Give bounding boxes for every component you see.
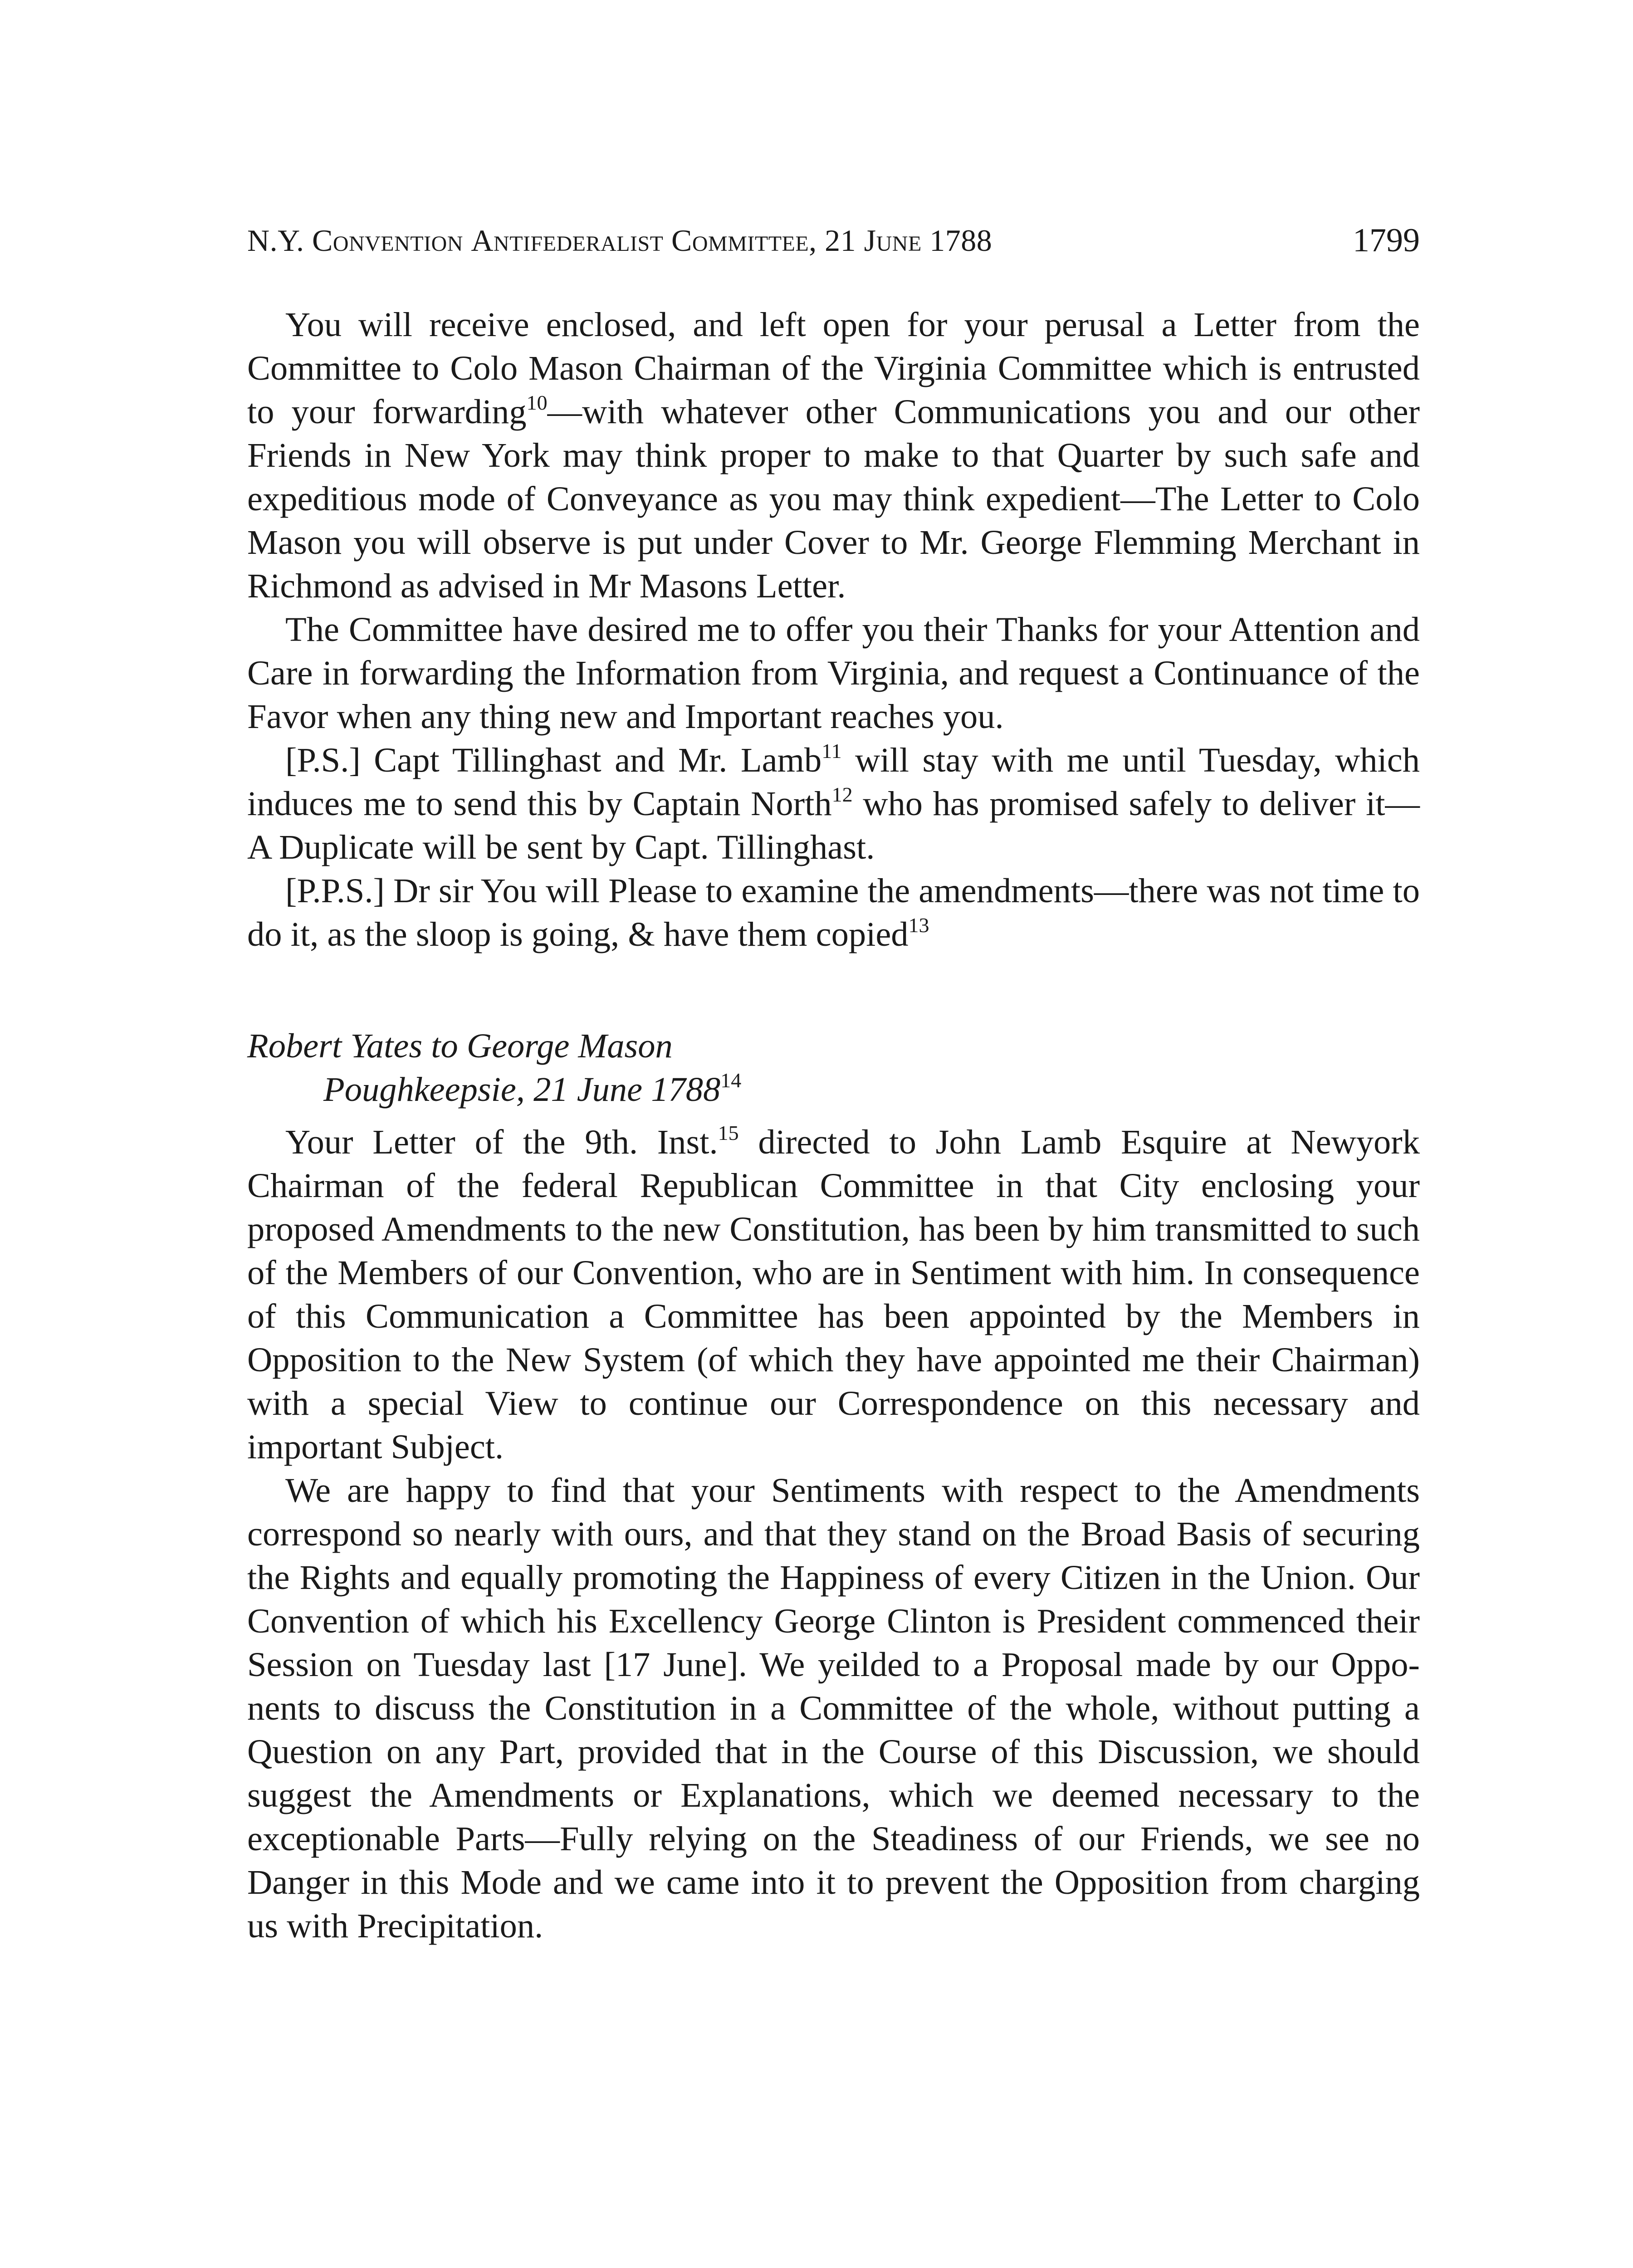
letter-heading [247, 1024, 1420, 1111]
letter-section-1 [247, 303, 1420, 956]
running-head-segment: C [671, 223, 692, 258]
document-page [247, 0, 1420, 2268]
running-head-segment: , 21 J [809, 223, 876, 258]
running-head-segment: N.Y. C [247, 223, 333, 258]
footnote-ref: 11 [821, 739, 842, 763]
paragraph [247, 738, 1420, 869]
running-head-segment: une [876, 223, 922, 258]
page-number: 1799 [1353, 222, 1420, 259]
letter-section-2 [247, 1120, 1420, 1948]
paragraph-text: Your Letter of the 9th. Inst. [285, 1123, 718, 1161]
paragraph-text: will stay with me until Tuesday, which induces me to send this by Captain North [247, 741, 1420, 823]
footnote-ref: 13 [908, 914, 929, 937]
body-text [247, 303, 1420, 1948]
paragraph-text: We are happy to find that your Sentiments with respect to the Amendments correspond so nearly with ours, and that they stand on the Broad Basis of securing the Rights and equally promoting the Happiness of every Citizen in the Union. Our Convention of which his Excellency George Clinton is President commenced their Session on Tuesday last [17 June]. We yeilded to a Proposal made by our Opponents to discuss the Constitution in a Committee of the whole, without putting a Question on any Part, provided that in the Course of this Discussion, we should suggest the Amendments or Explanations, which we deemed necessary to the exceptionable Parts—Fully relying on the Steadiness of our Friends, we see no Danger in this Mode and we came into it to prevent the Opposition from charging us with Precipitation. [247, 1471, 1420, 1945]
running-head-segment: ommittee [692, 223, 809, 258]
paragraph-text: directed to John Lamb Esquire at Newyork Chairman of the federal Republican Committee in that City enclosing your proposed Amendments to the new Constitution, has been by him transmitted to such of the Members of our Convention, who are in Sentiment with him. In consequence of this Communication a Committee has been appointed by the Members in Opposition to the New System (of which they have appointed me their Chairman) with a special View to continue our Correspondence on this necessary and important Subject. [247, 1123, 1420, 1466]
paragraph-text: [P.P.S.] Dr sir You will Please to examine the amendments—there was not time to do it, as the sloop is going, & have them copied [247, 871, 1420, 953]
paragraph-text: [P.S.] Capt Tillinghast and Mr. Lamb [285, 741, 822, 779]
footnote-ref: 10 [526, 391, 548, 414]
paragraph-text: You will receive enclosed, and left open for your perusal a Letter from the Committee to Colo Mason Chairman of the Virginia Committee which is entrusted to your forwarding [247, 305, 1420, 431]
paragraph-text: The Committee have desired me to offer you their Thanks for your Attention and Care in forwarding the Information from Virginia, and request a Continuance of the Favor when any thing new and Important reaches you. [247, 610, 1420, 736]
paragraph-text: who has promised safely to deliver it—A Duplicate will be sent by Capt. Tillinghast. [247, 784, 1420, 866]
paragraph [247, 1120, 1420, 1469]
paragraph [247, 303, 1420, 608]
footnote-ref: 12 [831, 783, 853, 806]
running-head-title [247, 220, 992, 261]
footnote-ref: 14 [720, 1069, 742, 1092]
letter-heading-place-date [247, 1068, 1420, 1111]
running-head-segment: 1788 [921, 223, 993, 258]
footnote-ref: 15 [718, 1121, 739, 1144]
running-head-segment: A [471, 223, 494, 258]
paragraph [247, 1469, 1420, 1948]
paragraph [247, 869, 1420, 956]
letter-heading-title: Robert Yates to George Mason [247, 1026, 673, 1065]
running-head-segment: onvention [332, 223, 471, 258]
paragraph [247, 608, 1420, 738]
running-head [247, 220, 1420, 261]
paragraph-text: —with whatever other Communications you and our other Friends in New York may think proper to make to that Quarter by such safe and expeditious mode of Conveyance as you may think expedient—The Letter to Colo Mason you will observe is put under Cover to Mr. George Flemming Merchant in Richmond as advised in Mr Masons Letter. [247, 392, 1420, 605]
running-head-segment: ntifederalist [494, 223, 671, 258]
letter-heading-place-date-text: Poughkeepsie, 21 June 1788 [323, 1070, 721, 1109]
